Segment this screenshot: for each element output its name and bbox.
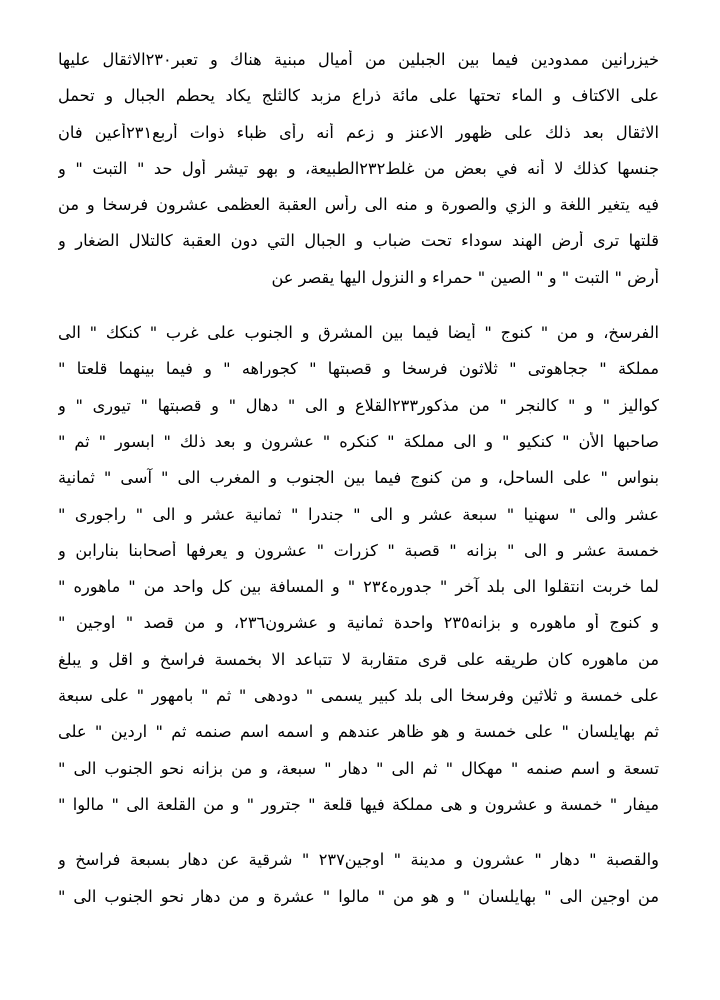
paragraph-gap xyxy=(58,304,659,323)
text-line: خيزرانين ممدودين فيما بين الجبلين من أميال مبنية هناك و تعبر٢٣٠الاثقال عليها xyxy=(58,50,659,69)
text-line: قلتها ترى أرض الهند سوداء تحت ضباب و الجبال التي دون العقبة كالتلال الضغار و xyxy=(58,231,659,251)
text-line: صاحبها الأن " كنكيو " و الى مملكة " كنكره " عشرون و بعد ذلك " ابسور " ثم " xyxy=(58,431,659,451)
text-line: لما خربت انتقلوا الى بلد آخر " جدوره٢٣٤ " و المسافة بين كل واحد من " ماهوره " xyxy=(58,577,659,597)
paragraph-gap xyxy=(58,831,659,850)
paragraph-3 xyxy=(58,850,659,906)
text-line: من ماهوره كان طريقه على قرى متقاربة لا تتباعد الا بخمسة فراسخ و اقل و يبلغ xyxy=(58,649,659,669)
text-line: بنواس " على الساحل، و من كنوج فيما بين الجنوب و المغرب الى " آسى " ثمانية xyxy=(58,468,659,488)
text-line: عشر والى " سهنيا " سبعة عشر و الى " جندرا " ثمانية عشر و الى " راجورى " xyxy=(58,504,659,524)
text-line: مملكة " ججاهوتى " ثلاثون فرسخا و قصبتها " كجوراهه " و فيما بينهما قلعتا " xyxy=(58,359,659,379)
text-line: جنسها كذلك لا أنه في بعض من غلط٢٣٢الطبيعة، و بهو تيشر أول حد " التبت " و xyxy=(58,158,659,178)
text-line: الاثقال بعد ذلك على ظهور الاعنز و زعم أنه رأى ظباء ذوات أربع٢٣١أعين فان xyxy=(58,122,659,142)
text-line: ثم بهايلسان " على خمسة و هو ظاهر عندهم و اسمه اسم صنمه ثم " اردين " على xyxy=(58,722,659,742)
text-line: تسعة و اسم صنمه " مهكال " ثم الى " دهار " سبعة، و من بزانه نحو الجنوب الى " xyxy=(58,758,659,778)
text-line: كواليز " و " كالنجر " من مذكور٢٣٣القلاع و الى " دهال " و قصبتها " تيورى " و xyxy=(58,395,659,415)
text-line: الفرسخ، و من " كنوج " أيضا فيما بين المشرق و الجنوب على غرب " كنكك " الى xyxy=(58,323,659,343)
text-line: والقصبة " دهار " عشرون و مدينة " اوجين٢٣٧ " شرقية عن دهار بسبعة فراسخ و xyxy=(58,850,659,870)
text-line: من اوجين الى " بهايلسان " و هو من " مالوا " عشرة و من دهار نحو الجنوب الى " xyxy=(58,886,659,906)
text-line: أرض " التبت " و " الصين " حمراء و النزول اليها يقصر عن xyxy=(271,267,659,287)
text-line: على خمسة و ثلاثين وفرسخا الى بلد كبير يسمى " دودهى " ثم " بامهور " على سبعة xyxy=(58,686,659,706)
text-line: و كنوج أو ماهوره و بزانه٢٣٥ واحدة ثمانية و عشرون٢٣٦، و من قصد " اوجين " xyxy=(58,613,659,633)
text-line: فيه يتغير اللغة و الزي والصورة و منه الى رأس العقبة العظمى عشرون فرسخا و من xyxy=(58,195,659,215)
paragraph-1 xyxy=(58,50,659,288)
paragraph-2 xyxy=(58,323,659,815)
text-line: ميفار " خمسة و عشرون و هى مملكة فيها قلعة " جترور " و من القلعة الى " مالوا " xyxy=(58,794,659,814)
text-line: خمسة عشر و الى " بزانه " قصبة " كزرات " عشرون و يعرفها أصحابنا بنارابن و xyxy=(58,540,659,560)
text-line: على الاكتاف و الماء تحتها على مائة ذراع مزبد كالثلج يكاد يحطم الجبال و تحمل xyxy=(58,86,659,106)
